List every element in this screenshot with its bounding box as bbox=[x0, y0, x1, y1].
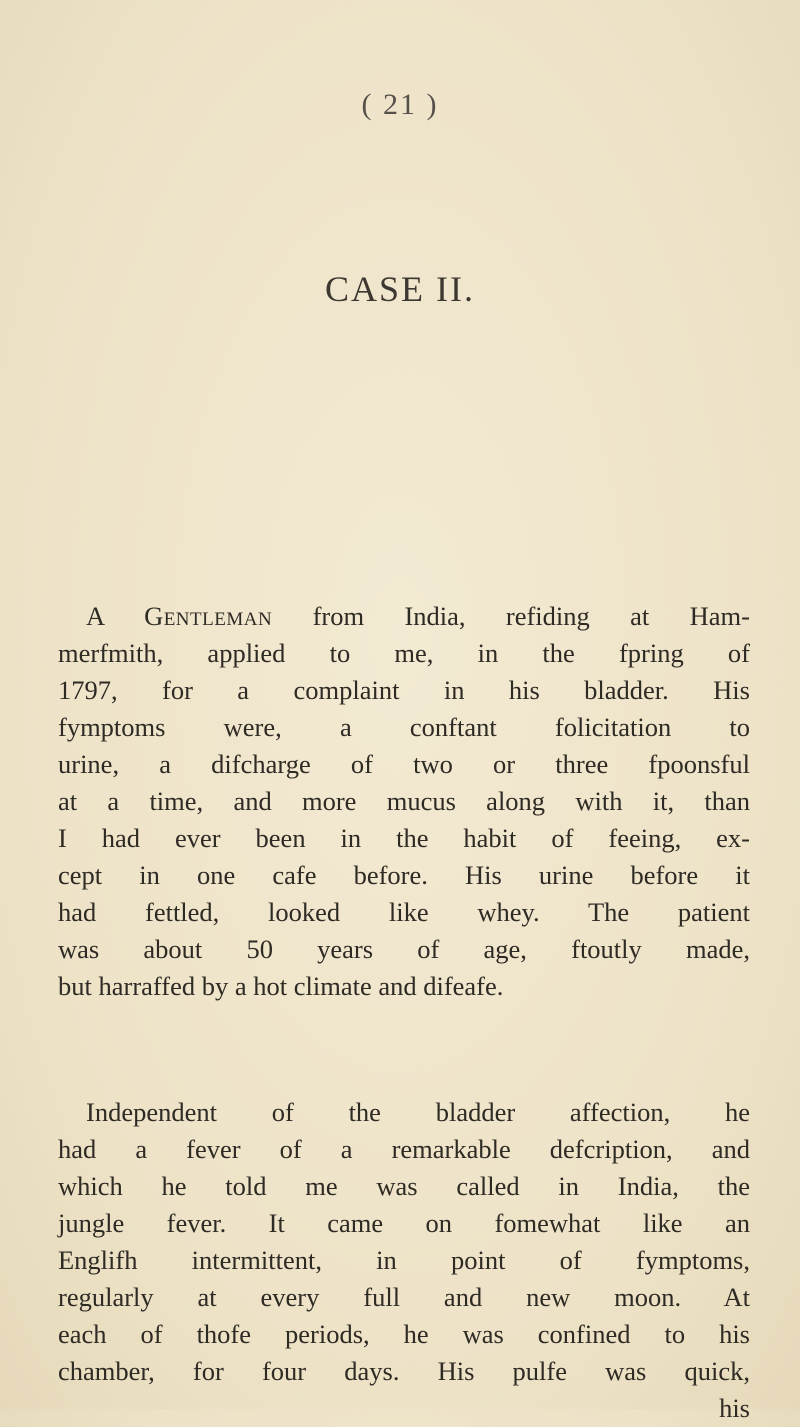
first-line-text: from India, refiding at Ham- bbox=[312, 601, 750, 631]
paragraph-line: Independent of the bladder affection, he bbox=[86, 1097, 750, 1127]
paragraph-line: merfmith, applied to me, in the fpring of bbox=[58, 638, 750, 668]
paragraph-line: I had ever been in the habit of feeing, ex- bbox=[58, 823, 750, 853]
page-number: ( 21 ) bbox=[361, 88, 439, 121]
paragraph-line: Englifh intermittent, in point of fymptoms, bbox=[58, 1245, 750, 1275]
case-heading: CASE II. bbox=[325, 269, 475, 309]
lead-word: A bbox=[86, 601, 104, 631]
paragraph-line: regularly at every full and new moon. At bbox=[58, 1282, 750, 1312]
paragraph-line: 1797, for a complaint in his bladder. His bbox=[58, 675, 750, 705]
paragraph-line: but harraffed by a hot climate and difeafe. bbox=[58, 971, 504, 1001]
paragraph-line: was about 50 years of age, ftoutly made, bbox=[58, 934, 750, 964]
paragraph-line: which he told me was called in India, the bbox=[58, 1171, 750, 1201]
paragraph-line: cept in one cafe before. His urine before it bbox=[58, 860, 750, 890]
paragraph-line: chamber, for four days. His pulfe was quick, bbox=[58, 1356, 750, 1386]
paragraph-line: at a time, and more mucus along with it, than bbox=[58, 786, 750, 816]
paragraph-line: each of thofe periods, he was confined to his bbox=[58, 1319, 750, 1349]
paragraph-line: urine, a difcharge of two or three fpoonsful bbox=[58, 749, 750, 779]
catchword: his bbox=[719, 1393, 750, 1423]
paragraph-line bbox=[58, 598, 750, 635]
paragraph-line: fymptoms were, a conftant folicitation to bbox=[58, 712, 750, 742]
paragraph-fever-description bbox=[58, 1094, 750, 1427]
paragraph-line: had fettled, looked like whey. The patient bbox=[58, 897, 750, 927]
paragraph-case-description bbox=[58, 598, 750, 1005]
paragraph-line: had a fever of a remarkable defcription, and bbox=[58, 1134, 750, 1164]
lead-smallcaps: Gentleman bbox=[144, 601, 273, 631]
paragraph-line: jungle fever. It came on fomewhat like an bbox=[58, 1208, 750, 1238]
